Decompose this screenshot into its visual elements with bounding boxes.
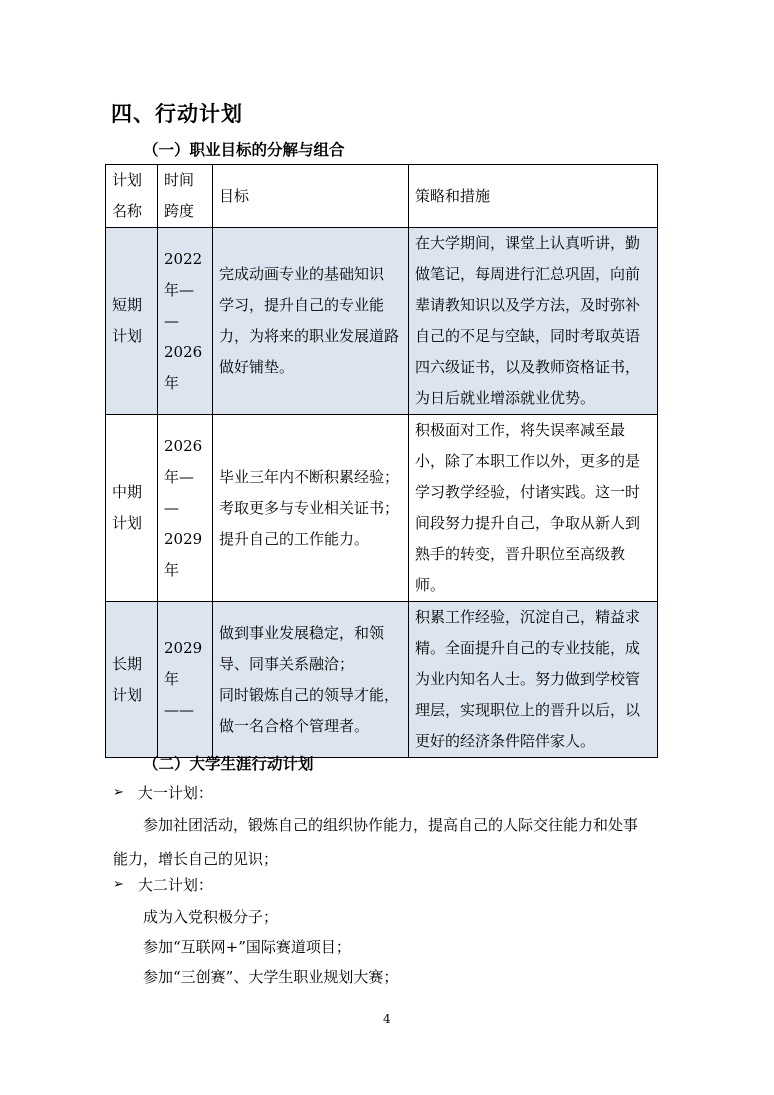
cell-text: 2029 xyxy=(164,639,203,657)
cell-text: 提升自己的工作能力。 xyxy=(219,529,370,548)
cell-text: 精。全面提升自己的专业技能，成 xyxy=(415,639,641,657)
table-row-long-term xyxy=(106,602,658,758)
cell-text: 年— xyxy=(164,280,195,299)
header-text: 跨度 xyxy=(164,202,195,220)
cell-text: 考取更多与专业相关证书； xyxy=(219,498,400,517)
cell-text: 做好铺垫。 xyxy=(219,358,295,376)
table-row-short-term xyxy=(106,228,658,415)
cell-strategy xyxy=(409,228,658,415)
cell-goal xyxy=(213,602,409,758)
cell-plan-name xyxy=(106,228,158,415)
cell-goal xyxy=(213,228,409,415)
cell-text: 做一名合格个管理者。 xyxy=(219,716,370,735)
cell-time-span xyxy=(158,228,213,415)
cell-text: 为业内知名人士。努力做到学校管 xyxy=(415,670,641,688)
cell-text: 2026 xyxy=(164,436,203,455)
cell-text: 导、同事关系融洽； xyxy=(219,654,355,673)
subsection-title-goals: （一）职业目标的分解与组合 xyxy=(143,141,345,159)
year2-item: 参加“互联网+”国际赛道项目； xyxy=(143,938,351,956)
header-text: 名称 xyxy=(112,202,143,220)
cell-time-span xyxy=(158,602,213,758)
year2-item: 参加“三创赛”、大学生职业规划大赛； xyxy=(143,968,399,986)
cell-text: 间段努力提升自己，争取从新人到 xyxy=(415,514,641,532)
cell-plan-name xyxy=(106,415,158,602)
cell-text: 熟手的转变，晋升职位至高级教 xyxy=(415,545,626,563)
year1-label: 大一计划： xyxy=(137,784,213,802)
cell-strategy xyxy=(409,602,658,758)
header-plan-name xyxy=(106,165,158,228)
page-number: 4 xyxy=(383,1012,391,1026)
cell-text: 完成动画专业的基础知识 xyxy=(219,265,385,283)
cell-text: 中期 xyxy=(112,483,143,501)
cell-text: 计划 xyxy=(112,685,143,704)
table-row-mid-term xyxy=(106,415,658,602)
cell-text: 在大学期间，课堂上认真听讲，勤 xyxy=(415,234,641,252)
cell-text: 年 xyxy=(164,670,180,688)
header-time-span xyxy=(158,165,213,228)
cell-goal xyxy=(213,415,409,602)
year2-label: 大二计划： xyxy=(137,876,213,894)
cell-text: 理层，实现职位上的晋升以后，以 xyxy=(415,701,641,719)
cell-text: 短期 xyxy=(112,296,143,314)
cell-text: 四六级证书，以及教师资格证书， xyxy=(415,358,641,376)
cell-text: —— xyxy=(164,701,194,719)
section-title: 四、行动计划 xyxy=(111,102,243,126)
cell-text: 2029 xyxy=(164,529,203,548)
cell-plan-name xyxy=(106,602,158,758)
bullet-year2 xyxy=(113,874,213,895)
header-text: 计划 xyxy=(112,171,143,189)
cell-text: 学习教学经验，付诸实践。这一时 xyxy=(415,483,641,501)
cell-text: — xyxy=(164,498,179,517)
cell-text: 师。 xyxy=(415,576,446,594)
cell-text: 毕业三年内不断积累经验； xyxy=(219,467,400,486)
bullet-year1 xyxy=(113,782,213,803)
cell-text: 年— xyxy=(164,467,195,486)
cell-text: 辈请教知识以及学方法，及时弥补 xyxy=(415,296,641,314)
year1-text-line1: 参加社团活动，锻炼自己的组织协作能力，提高自己的人际交往能力和处事 xyxy=(143,816,639,834)
cell-text: 计划 xyxy=(112,514,143,532)
cell-text: 长期 xyxy=(112,654,143,673)
cell-text: 力，为将来的职业发展道路 xyxy=(219,327,400,345)
cell-time-span xyxy=(158,415,213,602)
header-text: 时间 xyxy=(164,171,195,189)
cell-text: 小，除了本职工作以外，更多的是 xyxy=(415,452,641,470)
career-plan-table xyxy=(105,164,658,758)
arrow-bullet-icon: ➢ xyxy=(113,785,124,800)
arrow-bullet-icon: ➢ xyxy=(113,877,124,892)
header-goal: 目标 xyxy=(213,165,409,228)
cell-text: — xyxy=(164,311,179,330)
cell-text: 为日后就业增添就业优势。 xyxy=(415,389,596,407)
year1-text-line2: 能力，增长自己的见识； xyxy=(113,850,279,868)
table-header-row xyxy=(106,165,658,228)
cell-text: 更好的经济条件陪伴家人。 xyxy=(415,732,596,750)
cell-text: 积极面对工作，将失误率减至最 xyxy=(415,421,626,439)
cell-text: 自己的不足与空缺，同时考取英语 xyxy=(415,327,641,345)
header-strategy: 策略和措施 xyxy=(409,165,658,228)
cell-text: 积累工作经验，沉淀自己，精益求 xyxy=(415,608,641,626)
cell-text: 年 xyxy=(164,560,180,579)
cell-text: 计划 xyxy=(112,327,143,345)
cell-text: 学习，提升自己的专业能 xyxy=(219,296,385,314)
cell-text: 同时锻炼自己的领导才能， xyxy=(219,685,400,704)
cell-text: 做笔记，每周进行汇总巩固，向前 xyxy=(415,265,641,283)
cell-strategy xyxy=(409,415,658,602)
subsection-title-college-plan: （二）大学生涯行动计划 xyxy=(143,755,314,773)
cell-text: 做到事业发展稳定，和领 xyxy=(219,623,385,642)
cell-text: 2022 xyxy=(164,249,203,268)
year2-item: 成为入党积极分子； xyxy=(143,908,279,926)
cell-text: 年 xyxy=(164,373,180,392)
cell-text: 2026 xyxy=(164,342,203,361)
